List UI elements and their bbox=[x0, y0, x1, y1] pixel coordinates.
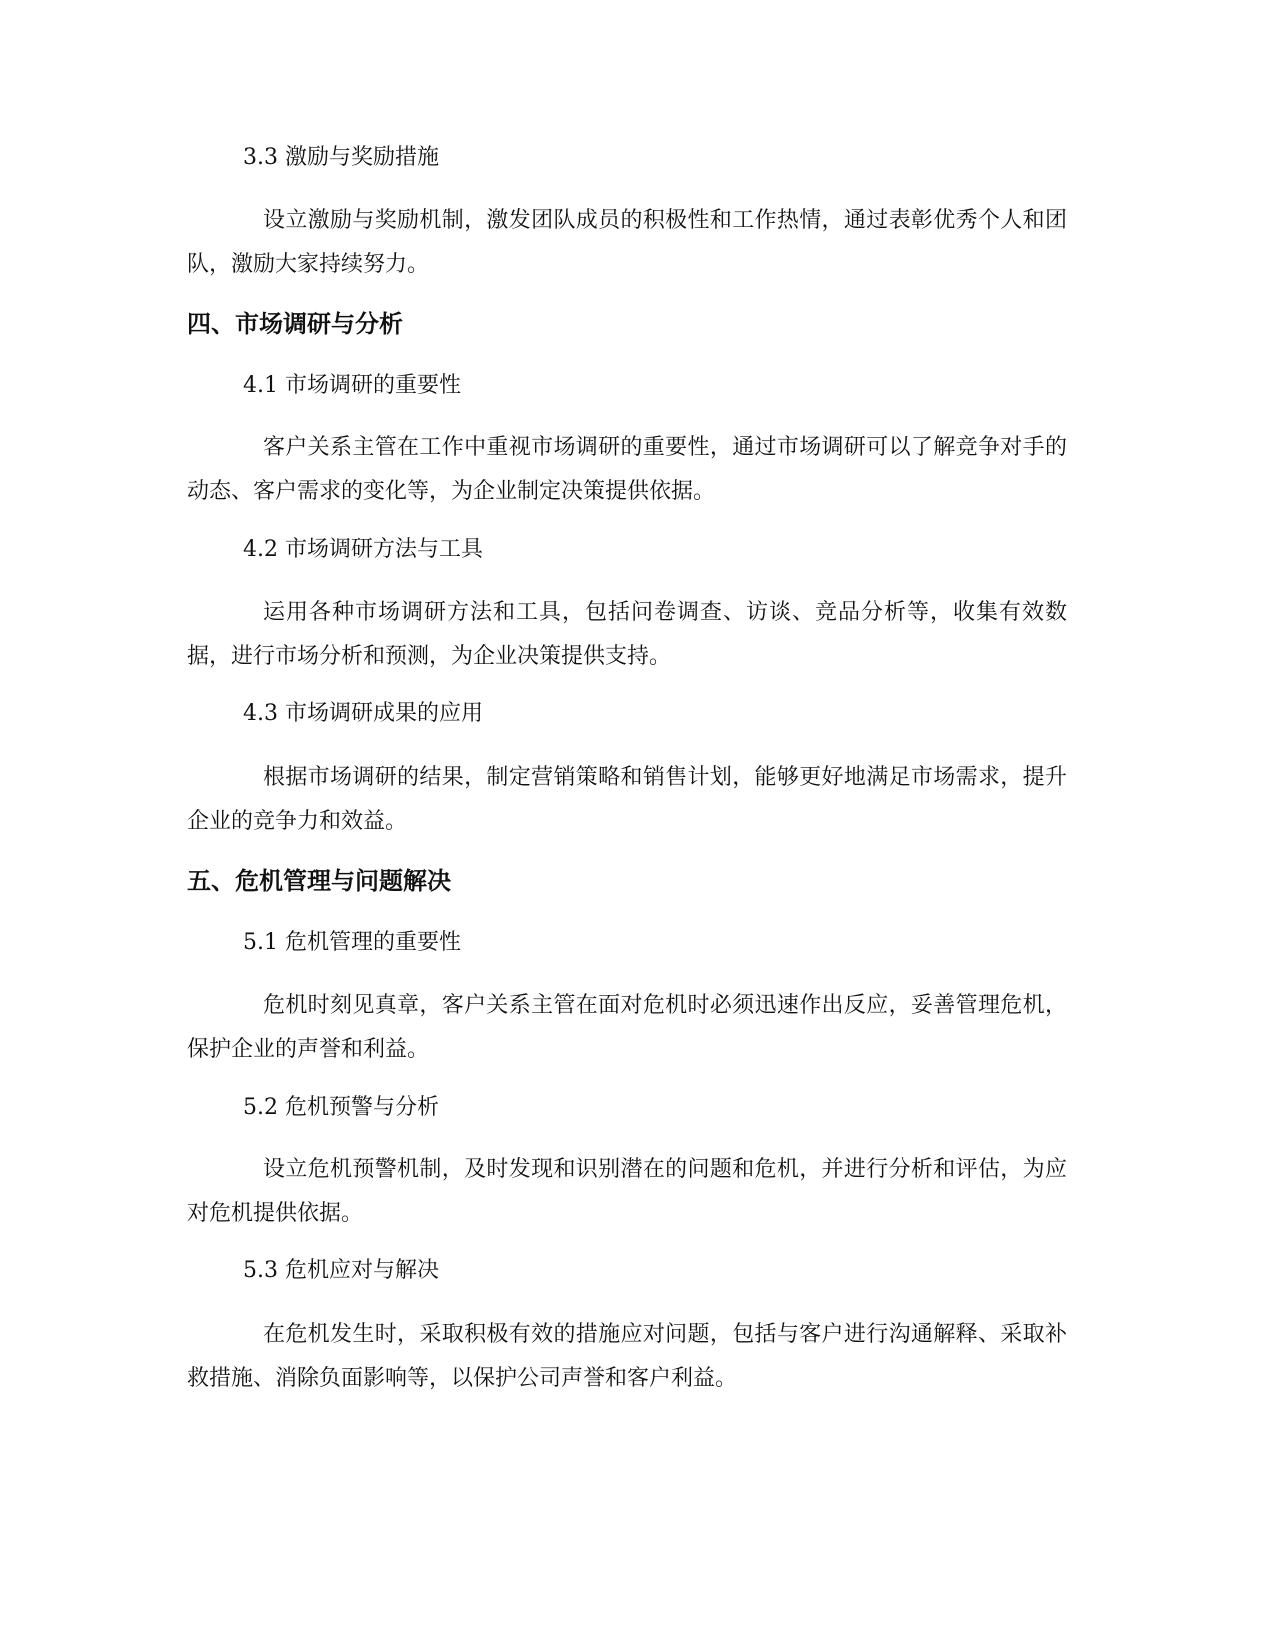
section-heading-5: 五、危机管理与问题解决 bbox=[187, 867, 451, 895]
subsection-heading-4-3: 4.3 市场调研成果的应用 bbox=[243, 701, 483, 726]
paragraph-5-2: 设立危机预警机制，及时发现和识别潜在的问题和危机，并进行分析和评估，为应对危机提供依据。 bbox=[187, 1157, 1067, 1226]
section-heading-4: 四、市场调研与分析 bbox=[187, 310, 403, 338]
paragraph-3-3: 设立激励与奖励机制，激发团队成员的积极性和工作热情，通过表彰优秀个人和团队，激励大家持续努力。 bbox=[187, 208, 1067, 277]
subsection-heading-4-2: 4.2 市场调研方法与工具 bbox=[243, 537, 483, 562]
subsection-heading-5-2: 5.2 危机预警与分析 bbox=[243, 1095, 439, 1120]
paragraph-4-1: 客户关系主管在工作中重视市场调研的重要性，通过市场调研可以了解竞争对手的动态、客户需求的变化等，为企业制定决策提供依据。 bbox=[187, 435, 1067, 504]
paragraph-5-1: 危机时刻见真章，客户关系主管在面对危机时必须迅速作出反应，妥善管理危机，保护企业的声誉和利益。 bbox=[187, 993, 1067, 1062]
subsection-heading-5-3: 5.3 危机应对与解决 bbox=[243, 1258, 439, 1283]
subsection-heading-5-1: 5.1 危机管理的重要性 bbox=[243, 930, 461, 955]
paragraph-4-3: 根据市场调研的结果，制定营销策略和销售计划，能够更好地满足市场需求，提升企业的竞争力和效益。 bbox=[187, 765, 1067, 834]
subsection-heading-4-1: 4.1 市场调研的重要性 bbox=[243, 373, 461, 398]
subsection-heading-3-3: 3.3 激励与奖励措施 bbox=[243, 145, 439, 170]
paragraph-5-3: 在危机发生时，采取积极有效的措施应对问题，包括与客户进行沟通解释、采取补救措施、消除负面影响等，以保护公司声誉和客户利益。 bbox=[187, 1322, 1067, 1391]
paragraph-4-2: 运用各种市场调研方法和工具，包括问卷调查、访谈、竞品分析等，收集有效数据，进行市场分析和预测，为企业决策提供支持。 bbox=[187, 600, 1067, 669]
